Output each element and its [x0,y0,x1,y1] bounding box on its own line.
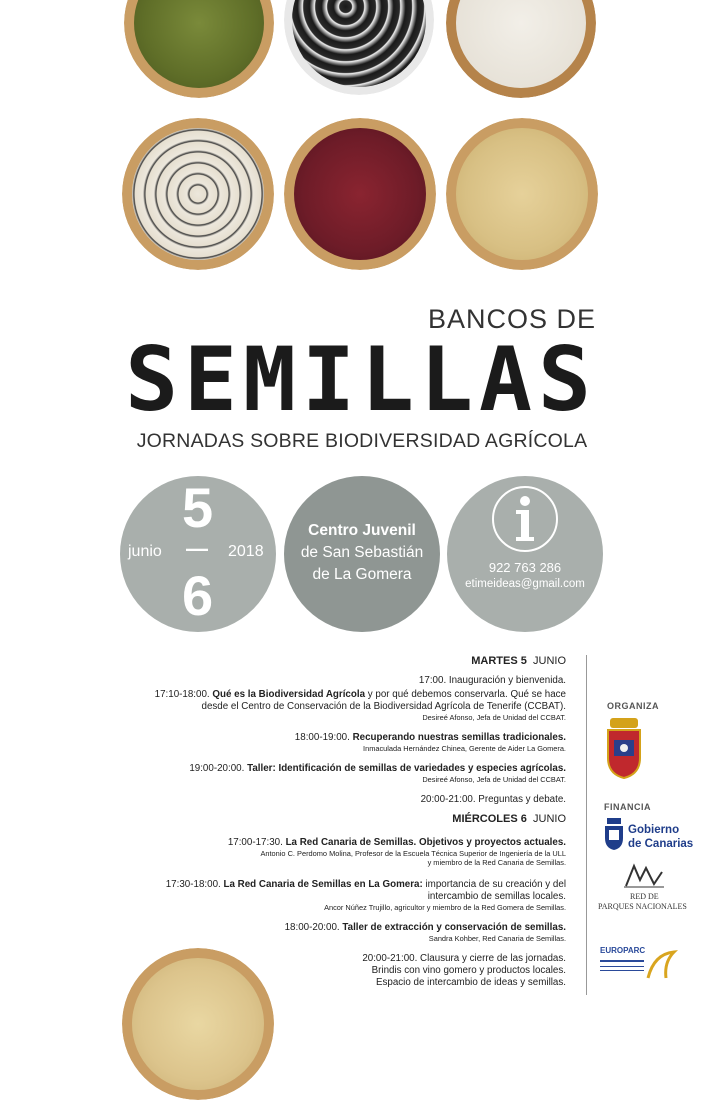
europarc-text: EUROPARC [600,946,646,955]
date-circle [120,476,276,632]
bowl-chickpeas [446,118,598,270]
bowl-black-white-beans [284,0,434,95]
venue-line2: de San Sebastián [300,544,424,561]
day-end: 6 [182,564,214,627]
schedule-event-8: 18:00-20:00. Taller de extracción y conservación de semillas. Sandra Kohber, Red Canaria de Semillas. [284,922,566,943]
europarc-logo [600,946,684,986]
month-label: junio [128,543,162,560]
bowl-mung-beans [124,0,274,98]
coat-of-arms-icon [604,718,644,780]
schedule-event-9: 20:00-21:00. Clausura y cierre de las jornadas. Brindis con vino gomero y productos locales. Espacio de intercambio de ideas y semillas. [362,953,566,988]
schedule-event-7: 17:30-18:00. La Red Canaria de Semillas en La Gomera: importancia de su creación y del intercambio de semillas locales. Ancor Núñez Trujillo, agricultor y miembro de la Red Gomera de Semillas. [165,879,566,912]
schedule-day2-heading: MIÉRCOLES 6 JUNIO [452,813,566,825]
gobierno-line2: de Canarias [628,838,694,850]
divider-line [586,655,587,995]
venue-line3: de La Gomera [312,566,412,583]
schedule-event-6: 17:00-17:30. La Red Canaria de Semillas. Objetivos y proyectos actuales. Antonio C. Perdomo Molina, Profesor de la Escuela Técnica Superior de Ingeniería de la ULL y miembro de la Red Canaria de Semillas. [227,837,566,867]
subtitle: JORNADAS SOBRE BIODIVERSIDAD AGRÍCOLA [136,430,588,452]
schedule-day1-heading: MARTES 5 JUNIO [471,655,566,667]
info-phone[interactable]: 922 763 286 [488,560,562,575]
europarc-swirl-icon [644,948,678,982]
year-label: 2018 [228,543,264,560]
gobierno-canarias-icon [603,818,625,850]
parques-nacionales-icon [624,862,664,888]
info-circle [447,476,603,632]
schedule-event-2: 17:10-18:00. Qué es la Biodiversidad Agrícola y por qué debemos conservarla. Qué se hace desde el Centro de Conservación de la Biodiversidad Agrícola de Tenerife (CCBAT). Desireé Afonso, Jefa de Unidad del CCBAT. [154,689,566,722]
venue-line1: Centro Juvenil [308,522,416,539]
day-start: 5 [182,476,214,539]
parques-line2: PARQUES NACIONALES [598,902,687,911]
title-big: SEMILLAS [125,328,597,431]
schedule-event-5: 20:00-21:00. Preguntas y debate. [420,794,566,805]
parques-line1: RED DE [630,892,659,901]
date-dash: — [186,536,208,561]
gobierno-line1: Gobierno [628,824,680,836]
info-icon [490,484,560,554]
bowl-red-beans [284,118,436,270]
info-email[interactable]: etimeideas@gmail.com [465,578,585,590]
title-small: BANCOS DE [428,304,597,334]
schedule-event-4: 19:00-20:00. Taller: Identificación de semillas de variedades y especies agrícolas. Desireé Afonso, Jefa de Unidad del CCBAT. [189,763,566,784]
venue-circle [284,476,440,632]
financia-label: FINANCIA [604,802,651,812]
bowl-white-beans [446,0,596,98]
schedule-event-3: 18:00-19:00. Recuperando nuestras semillas tradicionales. Inmaculada Hernández Chinea, Gerente de Aider La Gomera. [294,732,566,753]
bowl-chickpeas-bottom [122,948,274,1100]
bowl-black-eyed-peas [122,118,274,270]
organiza-label: ORGANIZA [607,701,659,711]
schedule-event-1: 17:00. Inauguración y bienvenida. [418,675,566,686]
